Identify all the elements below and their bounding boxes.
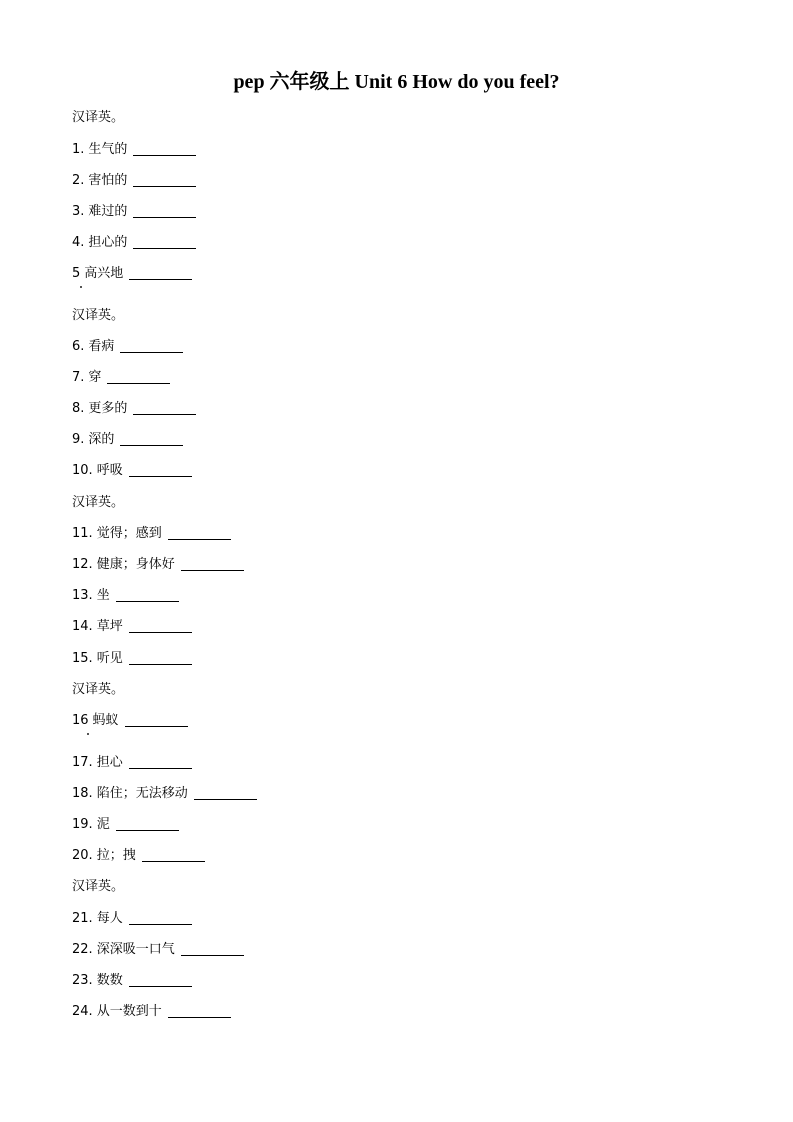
item-number: 1.: [72, 142, 85, 157]
exercise-item-2: [72, 172, 196, 190]
answer-blank[interactable]: [129, 265, 192, 280]
item-number: 17.: [72, 755, 93, 770]
exercise-item-18: [72, 785, 257, 803]
exercise-item-24: [72, 1003, 231, 1021]
answer-blank[interactable]: [142, 847, 205, 862]
page-title: pep 六年级上 Unit 6 How do you feel?: [233, 71, 560, 93]
item-number: 15.: [72, 651, 93, 666]
answer-blank[interactable]: [116, 816, 179, 831]
exercise-item-19: [72, 816, 179, 834]
item-number: 4.: [72, 235, 85, 250]
item-number: 2.: [72, 173, 85, 188]
answer-blank[interactable]: [129, 754, 192, 769]
answer-blank[interactable]: [129, 462, 192, 477]
answer-blank[interactable]: [107, 369, 170, 384]
answer-blank[interactable]: [120, 431, 183, 446]
exercise-item-7: [72, 369, 170, 387]
item-prompt: 难过的: [88, 204, 128, 219]
exercise-item-15: [72, 650, 192, 668]
item-prompt: 觉得；感到: [96, 526, 162, 541]
item-number: 12.: [72, 557, 93, 572]
answer-blank[interactable]: [133, 203, 196, 218]
item-number: 21.: [72, 911, 93, 926]
exercise-item-11: [72, 525, 231, 543]
item-number: 10.: [72, 463, 93, 478]
answer-blank[interactable]: [181, 556, 244, 571]
answer-blank[interactable]: [181, 941, 244, 956]
answer-blank[interactable]: [133, 400, 196, 415]
item-prompt: 担心的: [88, 235, 128, 250]
answer-blank[interactable]: [168, 1003, 231, 1018]
item-prompt: 泥: [96, 817, 110, 832]
exercise-item-16: [72, 712, 188, 730]
item-prompt: 生气的: [88, 142, 128, 157]
answer-blank[interactable]: [120, 338, 183, 353]
item-prompt: 看病: [88, 339, 115, 354]
item-number: 20.: [72, 848, 93, 863]
stray-mark-1: [80, 286, 82, 288]
item-prompt: 深深吸一口气: [96, 942, 175, 957]
item-prompt: 从一数到十: [96, 1004, 162, 1019]
item-number: 18.: [72, 786, 93, 801]
exercise-item-9: [72, 431, 183, 449]
stray-mark-2: [87, 733, 89, 735]
item-prompt: 健康；身体好: [96, 557, 175, 572]
exercise-item-5: [72, 265, 192, 283]
item-number: 22.: [72, 942, 93, 957]
item-prompt: 深的: [88, 432, 115, 447]
item-number: 19.: [72, 817, 93, 832]
item-prompt: 害怕的: [88, 173, 128, 188]
answer-blank[interactable]: [129, 650, 192, 665]
exercise-item-10: [72, 462, 192, 480]
section-heading-5: 汉译英。: [72, 879, 125, 894]
item-prompt: 蚂蚁: [92, 713, 119, 728]
exercise-item-8: [72, 400, 196, 418]
exercise-item-14: [72, 618, 192, 636]
exercise-item-6: [72, 338, 183, 356]
exercise-item-13: [72, 587, 179, 605]
section-heading-1: 汉译英。: [72, 110, 125, 125]
answer-blank[interactable]: [125, 712, 188, 727]
item-prompt: 拉；拽: [96, 848, 136, 863]
exercise-item-20: [72, 847, 205, 865]
exercise-item-12: [72, 556, 244, 574]
item-number: 9.: [72, 432, 85, 447]
section-heading-3: 汉译英。: [72, 495, 125, 510]
item-prompt: 每人: [96, 911, 123, 926]
item-number: 13.: [72, 588, 93, 603]
item-prompt: 担心: [96, 755, 123, 770]
item-prompt: 听见: [96, 651, 123, 666]
exercise-item-22: [72, 941, 244, 959]
item-number: 14.: [72, 619, 93, 634]
exercise-item-23: [72, 972, 192, 990]
exercise-item-3: [72, 203, 196, 221]
item-number: 7.: [72, 370, 85, 385]
answer-blank[interactable]: [194, 785, 257, 800]
item-prompt: 更多的: [88, 401, 128, 416]
item-number: 8.: [72, 401, 85, 416]
item-prompt: 草坪: [96, 619, 123, 634]
item-number: 3.: [72, 204, 85, 219]
exercise-item-4: [72, 234, 196, 252]
answer-blank[interactable]: [129, 972, 192, 987]
item-number: 24.: [72, 1004, 93, 1019]
item-number: 16: [72, 713, 89, 728]
answer-blank[interactable]: [133, 141, 196, 156]
item-prompt: 坐: [96, 588, 110, 603]
item-prompt: 数数: [96, 973, 123, 988]
answer-blank[interactable]: [129, 910, 192, 925]
section-heading-2: 汉译英。: [72, 308, 125, 323]
exercise-item-21: [72, 910, 192, 928]
item-number: 23.: [72, 973, 93, 988]
exercise-item-17: [72, 754, 192, 772]
item-prompt: 呼吸: [96, 463, 123, 478]
exercise-item-1: [72, 141, 196, 159]
item-number: 6.: [72, 339, 85, 354]
answer-blank[interactable]: [116, 587, 179, 602]
item-number: 5: [72, 266, 81, 281]
item-prompt: 穿: [88, 370, 102, 385]
section-heading-4: 汉译英。: [72, 682, 125, 697]
item-prompt: 陷住；无法移动: [96, 786, 188, 801]
item-number: 11.: [72, 526, 93, 541]
answer-blank[interactable]: [133, 234, 196, 249]
answer-blank[interactable]: [129, 618, 192, 633]
answer-blank[interactable]: [168, 525, 231, 540]
answer-blank[interactable]: [133, 172, 196, 187]
item-prompt: 高兴地: [84, 266, 124, 281]
